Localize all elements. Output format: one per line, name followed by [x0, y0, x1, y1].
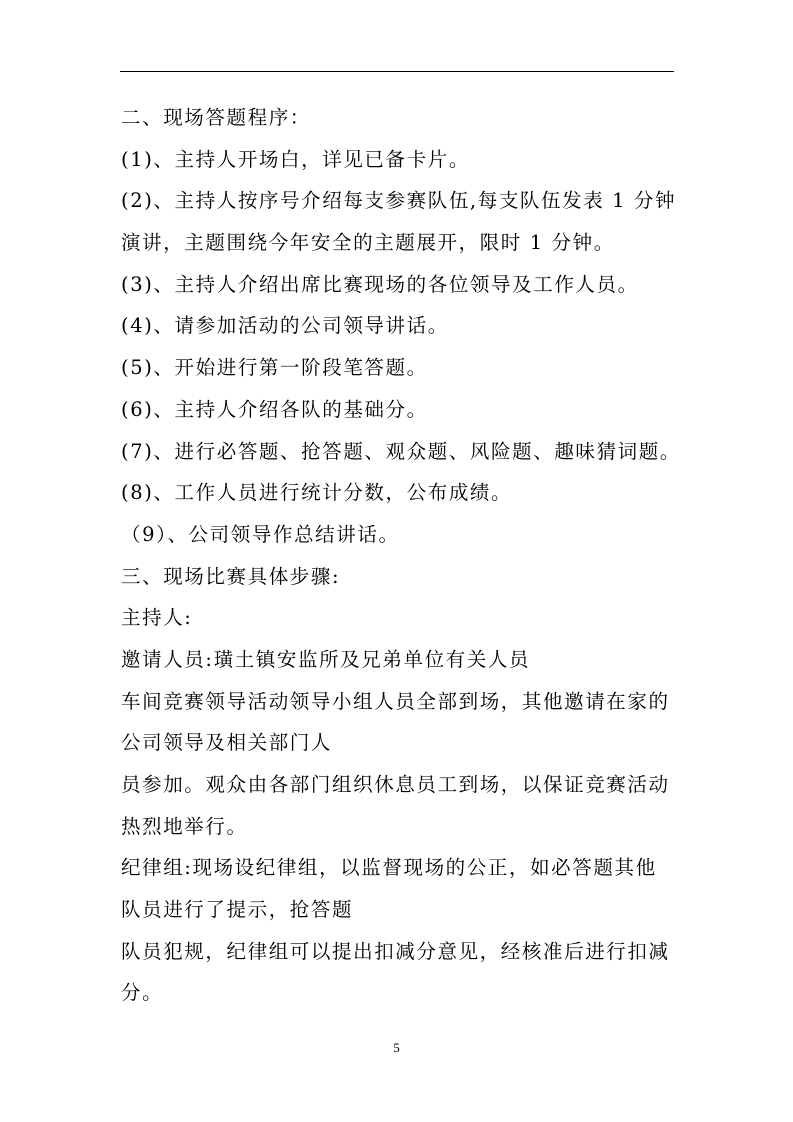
- document-body: [121, 97, 681, 1014]
- text-line: (4)、请参加活动的公司领导讲话。: [121, 314, 449, 338]
- text-line: (6)、主持人介绍各队的基础分。: [121, 397, 428, 421]
- text-line: （9）、公司领导作总结讲话。: [121, 522, 400, 546]
- text-line: (1)、主持人开场白，详见已备卡片。: [121, 147, 470, 171]
- text-line: 队员犯规，纪律组可以提出扣减分意见，经核准后进行扣减: [121, 939, 670, 963]
- text-line: (7)、进行必答题、抢答题、观众题、风险题、趣味猜词题。: [121, 439, 681, 463]
- text-line: 分。: [121, 981, 164, 1005]
- text-line: 员参加。观众由各部门组织休息员工到场，以保证竞赛活动: [121, 773, 670, 796]
- text-line: 公司领导及相关部门人: [121, 731, 333, 755]
- text-line: 纪律组:现场设纪律组，以监督现场的公正，如必答题其他: [121, 856, 657, 880]
- section-heading: 二、现场答题程序：: [121, 106, 311, 129]
- text-line: 热烈地举行。: [121, 814, 248, 838]
- text-line: 邀请人员:璜土镇安监所及兄弟单位有关人员: [121, 647, 531, 671]
- text-line: 队员进行了提示，抢答题: [121, 898, 354, 922]
- page-number: 5: [393, 1040, 400, 1055]
- text-line: (5)、开始进行第一阶段笔答题。: [121, 356, 428, 380]
- section-heading: 三、现场比赛具体步骤:: [121, 564, 341, 588]
- text-line: 主持人:: [121, 606, 193, 630]
- text-line: 演讲，主题围绕今年安全的主题展开，限时 1 分钟。: [121, 231, 615, 255]
- text-line: (3)、主持人介绍出席比赛现场的各位领导及工作人员。: [121, 272, 639, 296]
- header-rule: [120, 71, 674, 72]
- text-line: (8)、工作人员进行统计分数，公布成绩。: [121, 481, 513, 505]
- text-line: 车间竞赛领导活动领导小组人员全部到场，其他邀请在家的: [121, 689, 670, 713]
- text-line: (2)、主持人按序号介绍每支参赛队伍,每支队伍发表 1 分钟: [121, 189, 677, 213]
